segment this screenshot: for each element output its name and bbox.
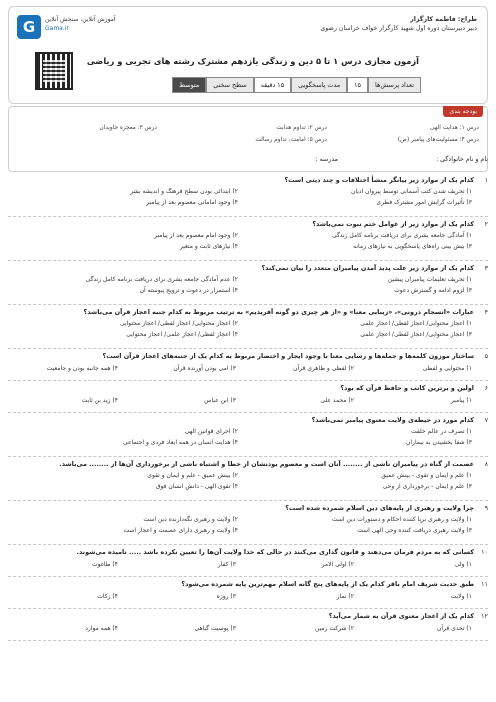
answer-option[interactable]: ۱) پیامبر [450, 397, 472, 404]
units-tab: بودجه بندی [443, 106, 483, 117]
answer-option[interactable]: ۴) زکات [97, 593, 118, 600]
stat-value-duration: ۱۵ دقیقه [254, 77, 291, 93]
answer-option[interactable]: ۴) ولایت و رهبری دارای عصمت و اعجاز است [123, 527, 238, 534]
site-branding [45, 16, 116, 32]
answer-option[interactable]: ۴) وجود امامانی معصوم بعد از پیامبر [146, 199, 238, 206]
answer-option[interactable]: ۴) اعجاز لفظی/ اعجاز علمی/ اعجاز محتوایی [126, 331, 238, 338]
stat-label-difficulty: سطح سختی [206, 77, 254, 93]
stat-value-count: ۱۵ [347, 77, 368, 93]
qr-code-icon[interactable] [35, 52, 73, 90]
site-name: آموزش آنلاین، سنجش آنلاین [45, 16, 116, 23]
question-number: ۴ [484, 308, 488, 316]
question-number: ۵ [484, 352, 488, 360]
answer-option[interactable]: ۴) همه جانبه بودن و جامعیت [46, 365, 118, 372]
question-divider [8, 640, 488, 641]
answer-option[interactable]: ۲) شرکت زمین [315, 625, 354, 632]
answer-option[interactable]: ۴) هدایت انسان در همه ابعاد فردی و اجتماعی [123, 439, 238, 446]
answer-option[interactable]: ۳) ابن عباس [204, 397, 236, 404]
question-text: کدام یک از اعجاز معنوی قرآن به شمار می‌آید؟ [328, 612, 474, 620]
answer-option[interactable]: ۲) اعجاز محتوایی/ اعجاز لفظی/ اعجاز محتوایی [119, 320, 238, 327]
answer-option[interactable]: ۳) تأثیرات گرایش امور مشترک فطری [376, 199, 472, 206]
answer-option[interactable]: ۴) طاغوت [92, 561, 118, 568]
site-domain-link[interactable]: Gama.ir [45, 25, 69, 32]
answer-option[interactable]: ۳) روزه [216, 593, 236, 600]
question-number: ۷ [484, 416, 488, 424]
question-number: ۱ [484, 176, 488, 184]
answer-option[interactable]: ۳) لزوم ادامه و گسترش دعوت [394, 287, 472, 294]
question-text: عصمت از گناه در پیامبران ناشی از ........ آنان است و معصوم بودنشان از خطا و اشتباه ناشی از برخورداری آن‌ها از ........ می‌باشد. [59, 460, 474, 468]
answer-option[interactable]: ۳) بیش بینی راه‌های پاسخگویی به نیازهای زمانه [353, 243, 472, 250]
question-text: کدام مورد در حیطه‌ی ولایت معنوی پیامبر نمی‌باشد؟ [311, 416, 474, 424]
question-divider [8, 304, 488, 305]
answer-option[interactable]: ۴) تقوی الهی - دانش انسان فوق [155, 483, 238, 490]
unit-item: درس ۳: معجزه جاویدان [99, 125, 157, 131]
answer-option[interactable]: ۳) کفار [217, 561, 236, 568]
answer-option[interactable]: ۲) اولی الامر [321, 561, 354, 568]
stat-label-count: تعداد پرسش‌ها [368, 77, 421, 93]
question-text: ساختار موزون کلمه‌ها و جمله‌ها و رسایی معنا با وجود ایجاز و اختصار مربوط به کدام یک از جنبه‌های اعجاز قرآن است؟ [102, 352, 474, 360]
unit-item: درس ۲: تداوم هدایت [276, 125, 327, 131]
question-number: ۱۱ [481, 580, 488, 588]
exam-title: آزمون مجازی درس ۱ تا ۵ دین و زندگی یازدهم مشترک رشته های تجربی و ریاضی [86, 56, 419, 66]
answer-option[interactable]: ۲) نماز [336, 593, 354, 600]
answer-option[interactable]: ۲) عدم آمادگی جامعه بشری برای دریافت برنامه کامل زندگی [85, 276, 238, 283]
question-number: ۲ [484, 220, 488, 228]
answer-option[interactable]: ۴) زید بن ثابت [81, 397, 118, 404]
answer-option[interactable]: ۳) پوسیت گیاهی [194, 625, 236, 632]
exam-header [8, 6, 488, 104]
answer-option[interactable]: ۱) ولایت و رهبری برپا کننده احکام و دستورات دین است [331, 516, 472, 523]
answer-option[interactable]: ۲) وجود امام معصوم بعد از پیامبر [154, 232, 238, 239]
answer-option[interactable]: ۲) بینش عمیق - علم و ایمان و تقوی [147, 472, 238, 479]
school-field[interactable]: مدرسه : [315, 156, 338, 163]
answer-option[interactable]: ۳) اعجاز محتوایی/ اعجاز لفظی/ اعجاز علمی [360, 331, 472, 338]
unit-item: درس ۴: مسئولیت‌های پیامبر (ص) [397, 137, 479, 143]
answer-option[interactable]: ۲) محمد علی [320, 397, 354, 404]
question-divider [8, 216, 488, 217]
question-number: ۱۰ [481, 548, 488, 556]
question-divider [8, 544, 488, 545]
question-text: کدام یک از موارد زیر از عوامل ختم نبوت نمی‌باشد؟ [312, 220, 474, 228]
answer-option[interactable]: ۱) تحریف تعلیمات پیامبران پیشین [387, 276, 472, 283]
answer-option[interactable]: ۱) علم و ایمان و تقوی - بینش عمیق [381, 472, 472, 479]
answer-option[interactable]: ۳) امی بودن آورنده قرآن [173, 365, 236, 372]
student-info-row [8, 156, 488, 163]
student-name-field[interactable]: نام و نام خانوادگی : [436, 156, 488, 163]
question-text: عبارات «انسجام درونی»، «زیبایی معنا» و «از هر چیزی دو گونه آفریدیم» به ترتیب مربوط به کدام جنبه اعجاز قرآن می‌باشد؟ [83, 308, 474, 316]
answer-option[interactable]: ۱) اعجاز محتوایی/ اعجاز لفظی/ اعجاز علمی [360, 320, 472, 327]
question-number: ۹ [484, 504, 488, 512]
question-divider [8, 456, 488, 457]
designer-info [320, 15, 477, 33]
exam-stats [172, 77, 421, 93]
exam-page [8, 6, 488, 696]
question-text: اولین و برترین کاتب و حافظ قرآن که بود؟ [340, 384, 474, 392]
question-text: چرا ولایت و رهبری از پایه‌های دین اسلام شمرده شده است؟ [285, 504, 474, 512]
question-text: طبق حدیث شریف امام باقر کدام یک از پایه‌های پنج گانه اسلام مهم‌ترین پایه شمرده می‌شود؟ [181, 580, 474, 588]
question-text: کسانی که به مردم فرمان می‌دهند و قانون گذاری می‌کنند در حالی که خدا ولایت آن‌ها را تعیین نکرده باشد ..... نامیده می‌شوند. [76, 548, 474, 556]
question-divider [8, 608, 488, 609]
question-divider [8, 500, 488, 501]
answer-option[interactable]: ۱) آمادگی جامعه بشری برای دریافت برنامه کامل زندگی [331, 232, 472, 239]
question-text: کدام یک از موارد زیر علت پدید آمدن پیامبران متعدد را بیان نمی‌کند؟ [261, 264, 474, 272]
answer-option[interactable]: ۲) ولایت و رهبری نگه‌دارنده دین است [143, 516, 238, 523]
answer-option[interactable]: ۱) محتوایی و لفظی [422, 365, 472, 372]
answer-option[interactable]: ۴) نیازهای ثابت و متغیر [179, 243, 238, 250]
question-number: ۶ [484, 384, 488, 392]
answer-option[interactable]: ۲) ابتدائی بودن سطح فرهنگ و اندیشه بشر [130, 188, 238, 195]
designer-name: طراح: فاطمه کارگزار [410, 16, 477, 23]
question-divider [8, 576, 488, 577]
stat-value-difficulty: متوسط [172, 77, 206, 93]
question-number: ۳ [484, 264, 488, 272]
question-divider [8, 260, 488, 261]
answer-option[interactable]: ۱) ولی [454, 561, 472, 568]
answer-option[interactable]: ۴) همه موارد [85, 625, 118, 632]
answer-option[interactable]: ۳) شفا بخشیدن به بیماران [406, 439, 472, 446]
gama-logo[interactable]: G [17, 15, 41, 39]
answer-option[interactable]: ۱) تحریف شدن کتب آسمانی توسط پیروان ادیان [351, 188, 472, 195]
question-divider [8, 348, 488, 349]
question-text: کدام یک از موارد زیر بیانگر منشأ اختلافات و چند دینی است؟ [284, 176, 474, 184]
answer-option[interactable]: ۳) ولایت رهبری دریافت کننده وحی الهی است [357, 527, 472, 534]
answer-option[interactable]: ۱) ولایت [450, 593, 472, 600]
question-divider [8, 380, 488, 381]
question-number: ۱۲ [481, 612, 488, 620]
answer-option[interactable]: ۱) تحدی قرآن [436, 625, 472, 632]
question-number: ۸ [484, 460, 488, 468]
stat-label-duration: مدت پاسخگویی [291, 77, 347, 93]
unit-item: درس ۵: امامت، تداوم رسالت [255, 137, 327, 143]
unit-item: درس ۱: هدایت الهی [430, 125, 479, 131]
answer-option[interactable]: ۱) تصرف در عالم خلقت [410, 428, 472, 435]
answer-option[interactable]: ۳) علم و ایمان - برخورداری از وحی [382, 483, 472, 490]
designer-school: دبیر دبیرستان دوره اول شهید کارگزار خواف خراسان رضوی [320, 25, 477, 32]
answer-option[interactable]: ۴) استمرار در دعوت و ترویج پیوسته آن [139, 287, 238, 294]
answer-option[interactable]: ۲) لفظی و ظاهری قرآن [293, 365, 354, 372]
answer-option[interactable]: ۲) اجرای قوانین الهی [184, 428, 238, 435]
question-divider [8, 412, 488, 413]
